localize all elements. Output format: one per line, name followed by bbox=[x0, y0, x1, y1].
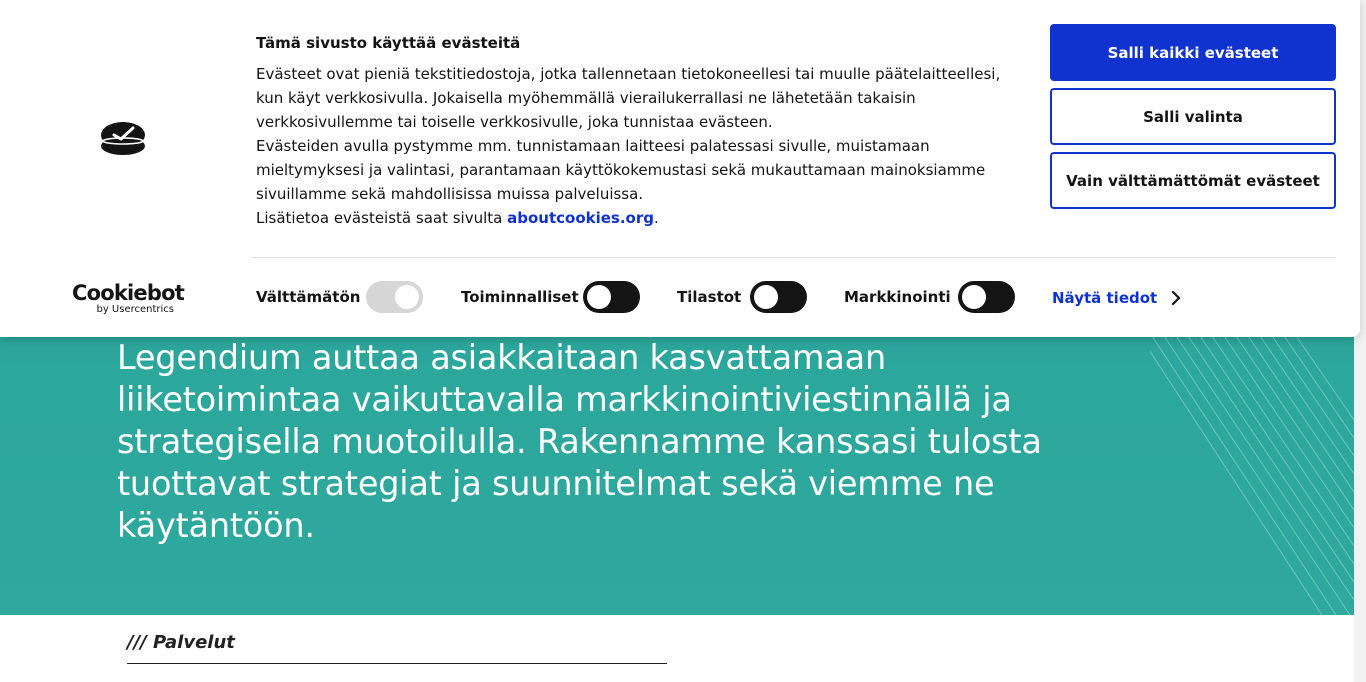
toggle-preferences[interactable] bbox=[583, 281, 640, 313]
toggle-knob bbox=[962, 285, 986, 309]
show-details-label: Näytä tiedot bbox=[1052, 289, 1158, 307]
category-label-preferences: Toiminnalliset bbox=[461, 288, 579, 306]
toggle-statistics[interactable] bbox=[750, 281, 807, 313]
banner-paragraph-3-suffix: . bbox=[653, 209, 659, 227]
category-label-necessary: Välttämätön bbox=[256, 288, 361, 306]
banner-paragraph-3-prefix: Lisätietoa evästeistä saat sivulta bbox=[256, 209, 508, 227]
banner-paragraph-2: Evästeiden avulla pystymme mm. tunnistamaan laitteesi palatessasi sivulle, muistamaan mieltymyksesi ja valintasi, parantamaan käyttökokemustasi sekä mukauttamaan mainoksiamme sivuillamme sekä mahdollisissa muissa palveluissa. bbox=[256, 137, 986, 203]
brand-sub: by Usercentrics bbox=[96, 304, 174, 315]
toggle-knob bbox=[587, 285, 611, 309]
chevron-right-icon bbox=[1171, 291, 1181, 305]
banner-description bbox=[256, 62, 1016, 230]
toggle-knob bbox=[395, 285, 419, 309]
toggle-necessary bbox=[366, 281, 423, 313]
brand-name: Cookiebot bbox=[72, 281, 184, 305]
category-label-statistics: Tilastot bbox=[677, 288, 742, 306]
category-label-marketing: Markkinointi bbox=[844, 288, 951, 306]
cookie-check-icon bbox=[100, 120, 146, 156]
cookie-consent-banner bbox=[0, 0, 1360, 337]
banner-paragraph-1: Evästeet ovat pieniä tekstitiedostoja, jotka tallennetaan tietokoneellesi tai muulle päätelaitteellesi, kun käyt verkkosivulla. Jokaisella myöhemmällä vierailukerrallasi ne lähetetään takaisin verkkosivullemme tai toiselle verkkosivulle, joka tunnistaa evästeen. bbox=[256, 65, 1001, 131]
allow-selection-button[interactable]: Salli valinta bbox=[1050, 88, 1336, 145]
allow-all-button[interactable]: Salli kaikki evästeet bbox=[1050, 24, 1336, 81]
services-heading: /// Palvelut bbox=[127, 632, 667, 664]
cookiebot-logo bbox=[72, 281, 184, 315]
aboutcookies-link[interactable]: aboutcookies.org bbox=[507, 209, 654, 227]
necessary-only-button[interactable]: Vain välttämättömät evästeet bbox=[1050, 152, 1336, 209]
toggle-knob bbox=[754, 285, 778, 309]
hero-text: Legendium auttaa asiakkaitaan kasvattamaan liiketoimintaa vaikuttavalla markkinointiviestinnällä ja strategisella muotoilulla. Rakennamme kanssasi tulosta tuottavat strategiat ja suunnitelmat sekä viemme ne käytäntöön. bbox=[117, 338, 1042, 545]
banner-title: Tämä sivusto käyttää evästeitä bbox=[256, 34, 521, 52]
banner-divider bbox=[251, 257, 1336, 258]
toggle-marketing[interactable] bbox=[958, 281, 1015, 313]
decorative-stripes bbox=[1150, 300, 1354, 615]
show-details-link[interactable] bbox=[1052, 289, 1181, 307]
